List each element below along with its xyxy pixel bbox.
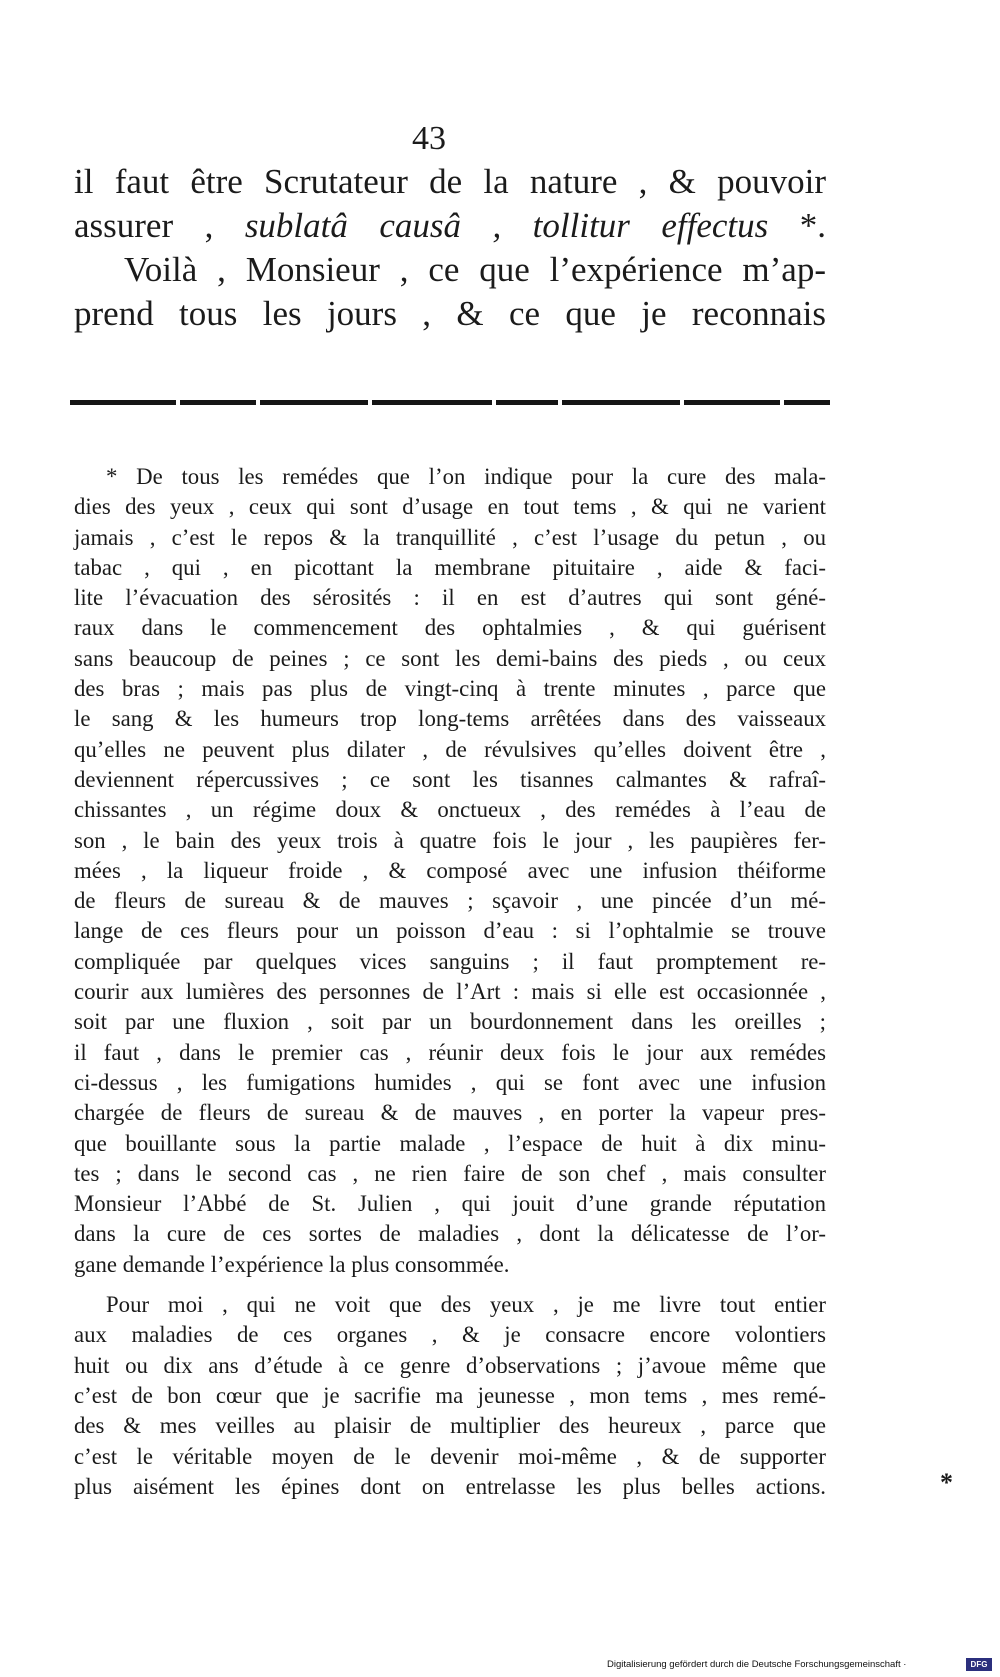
- rule-dash: [562, 400, 680, 405]
- footnote-line: aux maladies de ces organes , & je consacre encore volontiers: [74, 1322, 826, 1348]
- footnote-line: Pour moi , qui ne voit que des yeux , je me livre tout entier: [106, 1292, 826, 1318]
- footnote-line: chargée de fleurs de sureau & de mauves , en porter la vapeur pres-: [74, 1100, 826, 1126]
- main-text-line: prend tous les jours , & ce que je reconnais: [74, 294, 826, 333]
- footnote-line: deviennent répercussives ; ce sont les tisannes calmantes & rafraî-: [74, 766, 826, 792]
- footnote-line: raux dans le commencement des ophtalmies , & qui guérisent: [74, 615, 826, 641]
- main-text-line: il faut être Scrutateur de la nature , & pouvoir: [74, 162, 826, 201]
- main-body-text: [74, 160, 826, 336]
- footnote-reference: *.: [799, 206, 827, 245]
- rule-dash: [684, 400, 780, 405]
- footnote-line: huit ou dix ans d’étude à ce genre d’observations ; j’avoue même que: [74, 1352, 826, 1378]
- footnote-line: son , le bain des yeux trois à quatre fois le jour , les paupières fer-: [74, 827, 826, 853]
- footnote-line: dans la cure de ces sortes de maladies , dont la délicatesse de l’or-: [74, 1221, 826, 1247]
- rule-dash: [70, 400, 176, 405]
- footnote-line: lange de ces fleurs pour un poisson d’eau : si l’ophtalmie se trouve: [74, 918, 826, 944]
- footnote-line: compliquée par quelques vices sanguins ; il faut promptement re-: [74, 948, 826, 974]
- rule-dash: [180, 400, 256, 405]
- footnote-line: lite l’évacuation des sérosités : il en est d’autres qui sont géné-: [74, 585, 826, 611]
- rule-dash: [372, 400, 492, 405]
- footnote-line: dies des yeux , ceux qui sont d’usage en tout tems , & qui ne varient: [74, 494, 826, 520]
- footnote-line: courir aux lumières des personnes de l’Art : mais si elle est occasionnée ,: [74, 979, 826, 1005]
- footnote-line: soit par une fluxion , soit par un bourdonnement dans les oreilles ;: [74, 1009, 826, 1035]
- footnote-line: tes ; dans le second cas , ne rien faire de son chef , mais consulter: [74, 1160, 826, 1186]
- footnote-line: des & mes veilles au plaisir de multiplier des heureux , parce que: [74, 1413, 826, 1439]
- footnote-line: jamais , c’est le repos & la tranquillité , c’est l’usage du petun , ou: [74, 524, 826, 550]
- footnote-line: Monsieur l’Abbé de St. Julien , qui jouit d’une grande réputation: [74, 1191, 826, 1217]
- footnote-line: il faut , dans le premier cas , réunir deux fois le jour aux remédes: [74, 1039, 826, 1065]
- footnote-separator-rule: [70, 400, 830, 406]
- main-text-segment: assurer ,: [74, 206, 214, 245]
- latin-phrase: sublatâ causâ , tollitur effectus: [244, 206, 769, 245]
- footnote-line: * De tous les remédes que l’on indique pour la cure des mala-: [106, 464, 826, 489]
- page-number: 43: [412, 120, 446, 157]
- footnote-line: sans beaucoup de peines ; ce sont les demi-bains des pieds , ou ceux: [74, 645, 826, 671]
- footnote-line: le sang & les humeurs trop long-tems arrêtées dans des vaisseaux: [74, 706, 826, 732]
- footnote-line: c’est de bon cœur que je sacrifie ma jeunesse , mon tems , mes remé-: [74, 1382, 826, 1408]
- rule-dash: [496, 400, 558, 405]
- footnote-line: c’est le véritable moyen de le devenir moi-même , & de supporter: [74, 1443, 826, 1469]
- footnote-line: gane demande l’expérience la plus consommée.: [74, 1251, 510, 1277]
- paragraph-gap: [74, 1280, 826, 1290]
- footnote-line: qu’elles ne peuvent plus dilater , de révulsives qu’elles doivent être ,: [74, 736, 826, 762]
- footnote-block: [74, 462, 826, 1502]
- footnote-line: des bras ; mais pas plus de vingt-cinq à trente minutes , parce que: [74, 676, 826, 702]
- main-text-line-with-latin: [74, 204, 826, 248]
- dfg-logo: DFG: [966, 1658, 992, 1671]
- footnote-line: ci-dessus , les fumigations humides , qui se font avec une infusion: [74, 1069, 826, 1095]
- footnote-line: chissantes , un régime doux & onctueux , des remédes à l’eau de: [74, 797, 826, 823]
- footnote-line: plus aisément les épines dont on entrelasse les plus belles actions.: [74, 1473, 826, 1499]
- footnote-line: tabac , qui , en picottant la membrane pituitaire , aide & faci-: [74, 554, 826, 580]
- digitization-credit: Digitalisierung gefördert durch die Deutsche Forschungsgemeinschaft ·: [607, 1659, 907, 1670]
- rule-dash: [784, 400, 830, 405]
- footnote-line: de fleurs de sureau & de mauves ; sçavoir , une pincée d’un mé-: [74, 888, 826, 914]
- margin-asterisk-mark: *: [940, 1468, 953, 1497]
- main-text-line: Voilà , Monsieur , ce que l’expérience m’ap-: [124, 250, 826, 289]
- rule-dash: [260, 400, 368, 405]
- footnote-line: que bouillante sous la partie malade , l’espace de huit à dix minu-: [74, 1130, 826, 1156]
- footnote-line: mées , la liqueur froide , & composé avec une infusion théiforme: [74, 857, 826, 883]
